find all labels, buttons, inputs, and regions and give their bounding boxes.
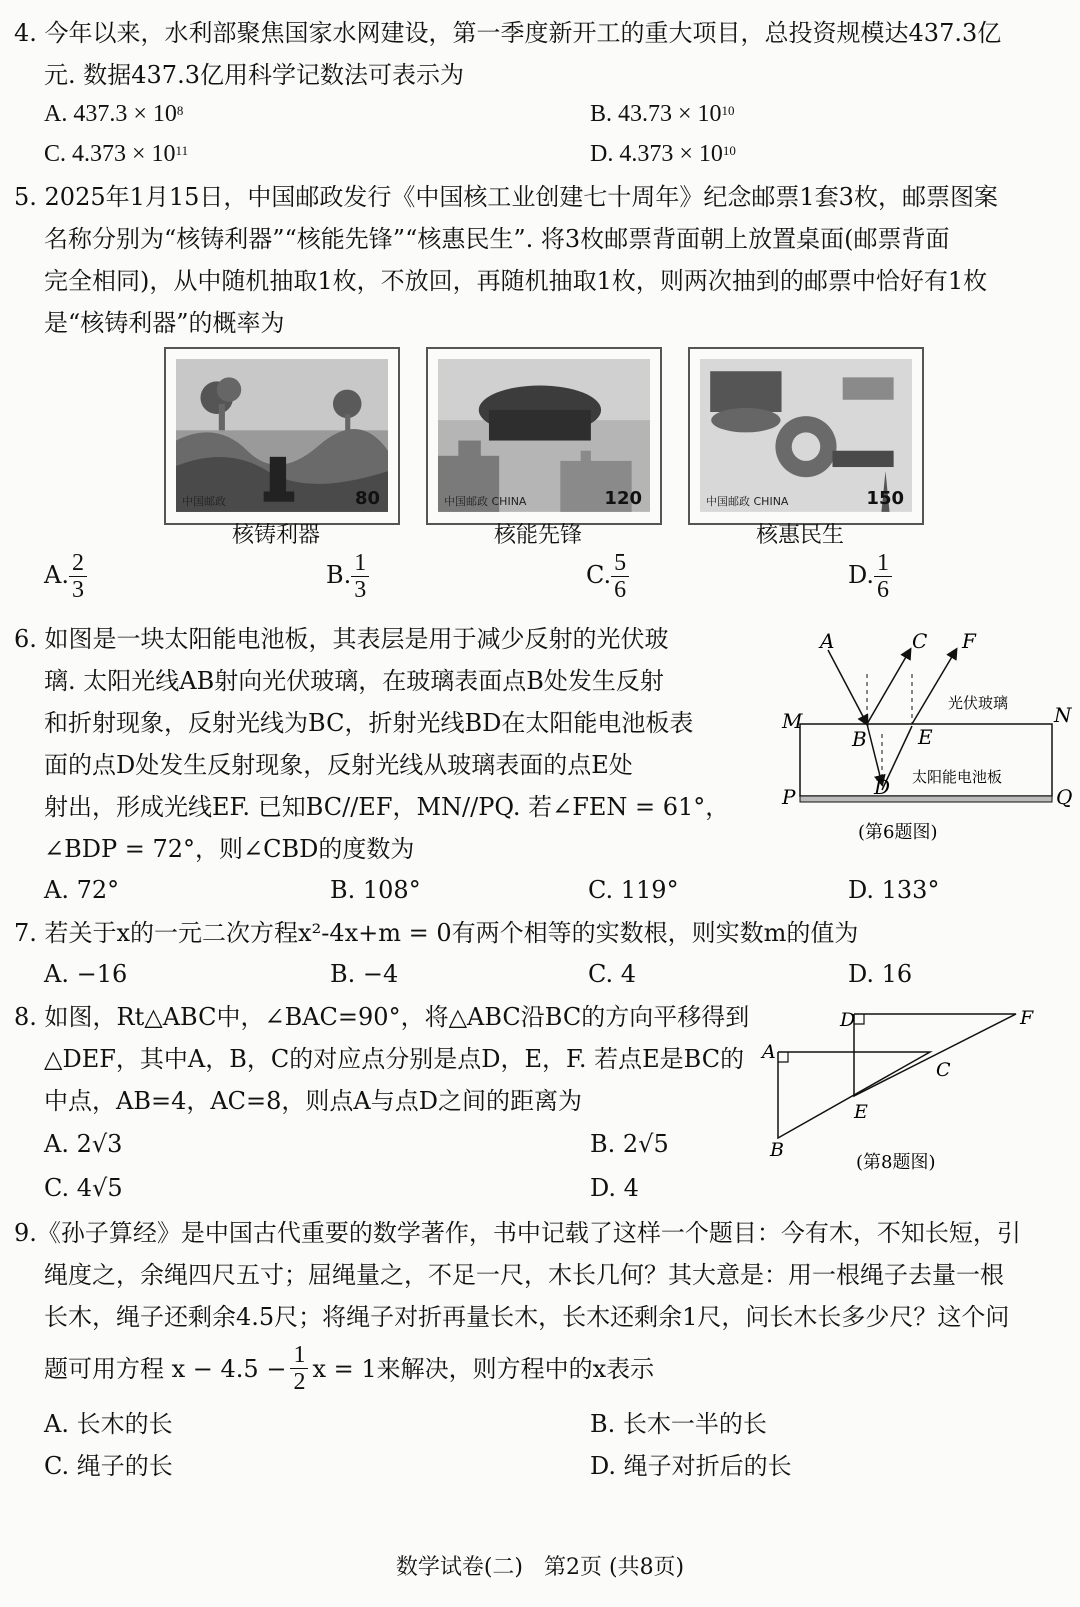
q8-line1: 8. 如图，Rt△ABC中，∠BAC=90°，将△ABC沿BC的方向平移得到 xyxy=(14,1003,750,1031)
q9-line2: 绳度之，余绳四尺五寸；屈绳量之，不足一尺，木长几何？其大意是：用一根绳子去量一根 xyxy=(44,1261,1004,1289)
label-f: F xyxy=(962,629,976,653)
q6-option-a[interactable]: A. 72° xyxy=(44,876,120,904)
q5-line3: 完全相同)，从中随机抽取1枚，不放回，再随机抽取1枚，则两次抽到的邮票中恰好有1枚 xyxy=(44,267,988,295)
stamp-1-brand: 中国邮政 xyxy=(182,495,226,508)
q8-option-b[interactable]: B. 2√5 xyxy=(590,1130,669,1158)
q4-line1: 4. 今年以来，水利部聚焦国家水网建设，第一季度新开工的重大项目，总投资规模达437.3亿 xyxy=(14,19,1002,47)
q9-option-d[interactable]: D. 绳子对折后的长 xyxy=(590,1452,792,1480)
q7-option-a[interactable]: A. −16 xyxy=(44,960,128,988)
label-e: E xyxy=(854,1101,868,1123)
stamp-3-brand: 中国邮政 CHINA xyxy=(706,495,789,508)
q5-line2: 名称分别为“核铸利器”“核能先锋”“核惠民生”. 将3枚邮票背面朝上放置桌面(邮票背面 xyxy=(44,225,950,253)
q5-option-d[interactable]: D. $\frac{1}{6}$ xyxy=(848,550,892,603)
q7-line1: 7. 若关于x的一元二次方程x²-4x+m = 0有两个相等的实数根，则实数m的值为 xyxy=(14,919,859,947)
q6-line3: 和折射现象，反射光线为BC，折射光线BD在太阳能电池板表 xyxy=(44,709,694,737)
page-footer: 数学试卷(二) 第2页 (共8页) xyxy=(395,1555,685,1580)
q8-caption: (第8题图) xyxy=(856,1152,936,1173)
stamp-image-3 xyxy=(690,349,922,523)
fraction: $\frac{2}{3}$ xyxy=(69,550,87,603)
q6-line1: 6. 如图是一块太阳能电池板，其表层是用于减少反射的光伏玻 xyxy=(14,625,669,653)
q5-line1: 5. 2025年1月15日，中国邮政发行《中国核工业创建七十周年》纪念邮票1套3枚，邮票图案 xyxy=(14,183,998,211)
panel-layer xyxy=(800,796,1052,802)
q9-line3: 长木，绳子还剩余4.5尺；将绳子对折再量长木，长木还剩余1尺，问长木长多少尺？这个问 xyxy=(44,1303,1010,1331)
q4-line2: 元. 数据437.3亿用科学记数法可表示为 xyxy=(44,61,464,89)
fraction: $\frac{1}{3}$ xyxy=(351,550,369,603)
fraction: $\frac{5}{6}$ xyxy=(611,550,629,603)
q8-option-a[interactable]: A. 2√3 xyxy=(44,1130,123,1158)
label-a: A xyxy=(762,1041,776,1063)
stamp-image-2 xyxy=(428,349,660,523)
q8-figure xyxy=(760,1004,1060,1184)
q9-option-b[interactable]: B. 长木一半的长 xyxy=(590,1410,767,1438)
stamp-label-1: 核铸利器 xyxy=(231,523,320,548)
q4-option-a[interactable]: A. $437.3 \times 10^8$ xyxy=(44,101,184,127)
label-e: E xyxy=(918,725,933,749)
label-d: D xyxy=(874,775,891,799)
q6-line2: 璃. 太阳光线AB射向光伏玻璃，在玻璃表面点B处发生反射 xyxy=(44,667,664,695)
q8-line3: 中点，AB=4，AC=8，则点A与点D之间的距离为 xyxy=(44,1087,582,1115)
ray-ef xyxy=(912,650,956,724)
q5-option-a[interactable]: A. $\frac{2}{3}$ xyxy=(44,550,87,603)
q7-option-d[interactable]: D. 16 xyxy=(848,960,913,988)
stamp-3-value: 150 xyxy=(866,488,904,509)
q4-option-d[interactable]: D. $4.373 \times 10^{10}$ xyxy=(590,141,736,167)
label-b: B xyxy=(770,1139,784,1161)
q6-option-b[interactable]: B. 108° xyxy=(330,876,421,904)
q5-line4: 是“核铸利器”的概率为 xyxy=(44,309,285,337)
label-panel: 太阳能电池板 xyxy=(912,768,1003,786)
label-n: N xyxy=(1054,703,1072,727)
q9-option-a[interactable]: A. 长木的长 xyxy=(44,1410,173,1438)
label-f: F xyxy=(1020,1007,1034,1029)
stamp-1-value: 80 xyxy=(354,488,380,509)
fraction: $\frac{1}{6}$ xyxy=(874,550,892,603)
ray-ab xyxy=(828,650,867,724)
q6-line4: 面的点D处发生反射现象，反射光线从玻璃表面的点E处 xyxy=(44,751,633,779)
stamp-label-2: 核能先锋 xyxy=(493,523,582,548)
q5-option-b[interactable]: B. $\frac{1}{3}$ xyxy=(326,550,369,603)
triangle-def xyxy=(854,1014,1016,1096)
label-m: M xyxy=(782,709,803,733)
ray-bc xyxy=(867,650,910,724)
stamp-image-1 xyxy=(166,349,398,523)
q9-line1: 9.《孙子算经》是中国古代重要的数学著作，书中记载了这样一个题目：今有木，不知长短，引 xyxy=(14,1219,1021,1247)
q6-line5: 射出，形成光线EF. 已知BC//EF，MN//PQ. 若∠FEN = 61°， xyxy=(44,793,730,821)
q9-line4: 题可用方程 x − 4.5 − $\frac{1}{2}$ x = 1来解决，则方程中的x表示 xyxy=(44,1342,655,1395)
label-c: C xyxy=(912,629,928,653)
label-d: D xyxy=(840,1009,856,1031)
label-glass: 光伏玻璃 xyxy=(948,694,1009,712)
label-b: B xyxy=(852,727,867,751)
q8-option-d[interactable]: D. 4 xyxy=(590,1174,639,1202)
label-c: C xyxy=(936,1059,951,1081)
q8-line2: △DEF，其中A，B，C的对应点分别是点D，E，F. 若点E是BC的 xyxy=(44,1045,745,1073)
q6-line6: ∠BDP = 72°，则∠CBD的度数为 xyxy=(44,835,415,863)
q6-caption: (第6题图) xyxy=(858,822,938,843)
q7-option-c[interactable]: C. 4 xyxy=(588,960,637,988)
q4-option-c[interactable]: C. $4.373 \times 10^{11}$ xyxy=(44,141,189,167)
q8-option-c[interactable]: C. 4√5 xyxy=(44,1174,123,1202)
label-p: P xyxy=(782,785,796,809)
q6-option-c[interactable]: C. 119° xyxy=(588,876,679,904)
fraction-half: $\frac{1}{2}$ xyxy=(290,1342,308,1395)
label-q: Q xyxy=(1056,785,1073,809)
q7-option-b[interactable]: B. −4 xyxy=(330,960,399,988)
stamp-label-3: 核惠民生 xyxy=(755,523,844,548)
stamp-2-value: 120 xyxy=(604,488,642,509)
stamp-2-brand: 中国邮政 CHINA xyxy=(444,495,527,508)
q4-option-b[interactable]: B. $43.73 \times 10^{10}$ xyxy=(590,101,735,127)
q6-option-d[interactable]: D. 133° xyxy=(848,876,940,904)
q5-option-c[interactable]: C. $\frac{5}{6}$ xyxy=(586,550,629,603)
label-a: A xyxy=(820,629,835,653)
q6-figure xyxy=(770,620,1073,850)
q9-option-c[interactable]: C. 绳子的长 xyxy=(44,1452,173,1480)
